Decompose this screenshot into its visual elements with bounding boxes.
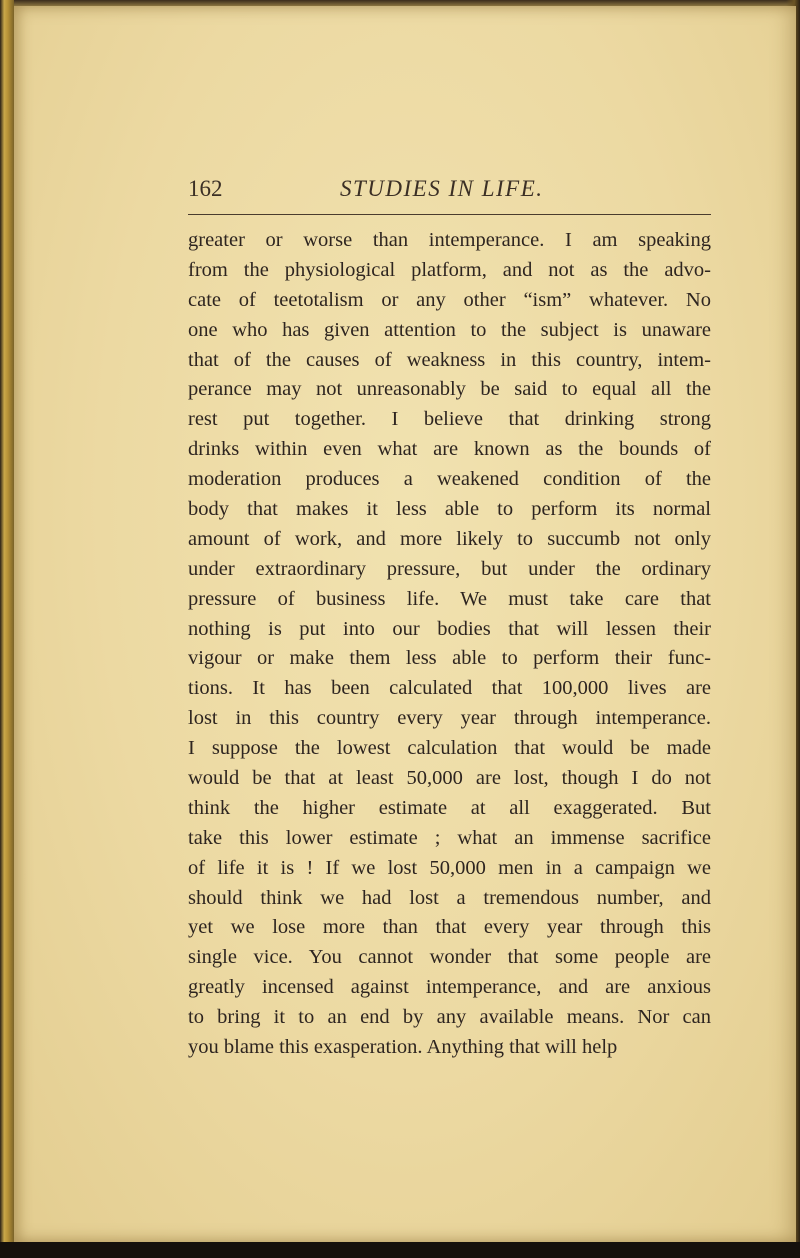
running-head [188, 176, 711, 212]
text-line: from the physiological platform, and not as the advo- [188, 258, 711, 281]
text-line: that of the causes of weakness in this country, intem- [188, 348, 711, 371]
text-line: nothing is put into our bodies that will lessen their [188, 617, 711, 640]
book-edge-bottom [0, 1242, 800, 1258]
text-line: vigour or make them less able to perform their func- [188, 647, 711, 670]
text-line: rest put together. I believe that drinking strong [188, 408, 711, 431]
text-line: perance may not unreasonably be said to equal all the [188, 378, 711, 401]
text-line: I suppose the lowest calculation that would be made [188, 737, 711, 760]
text-line: moderation produces a weakened condition of the [188, 468, 711, 491]
text-line: tions. It has been calculated that 100,000 lives are [188, 677, 711, 700]
text-line: single vice. You cannot wonder that some people are [188, 946, 711, 969]
text-line: under extraordinary pressure, but under the ordinary [188, 557, 711, 580]
running-title: STUDIES IN LIFE. [340, 176, 544, 201]
text-line: pressure of business life. We must take care that [188, 587, 711, 610]
text-line: should think we had lost a tremendous number, and [188, 886, 711, 909]
text-line: greater or worse than intemperance. I am speaking [188, 229, 711, 251]
book-binding-edge [0, 0, 14, 1258]
text-line: cate of teetotalism or any other “ism” whatever. No [188, 288, 711, 311]
text-line: think the higher estimate at all exaggerated. But [188, 796, 711, 819]
text-line: you blame this exasperation. Anything that will help [188, 1036, 618, 1059]
header-rule [188, 214, 711, 215]
text-line: yet we lose more than that every year through this [188, 916, 711, 939]
page-number: 162 [188, 176, 223, 201]
text-line: take this lower estimate ; what an immense sacrifice [188, 826, 711, 849]
text-line: amount of work, and more likely to succumb not only [188, 527, 711, 550]
text-line: body that makes it less able to perform its normal [188, 498, 711, 521]
text-line: would be that at least 50,000 are lost, though I do not [188, 767, 711, 790]
text-line: of life it is ! If we lost 50,000 men in a campaign we [188, 856, 711, 879]
body-text [188, 226, 711, 1063]
text-line: greatly incensed against intemperance, and are anxious [188, 976, 711, 999]
text-line: drinks within even what are known as the bounds of [188, 438, 711, 461]
text-line: one who has given attention to the subject is unaware [188, 318, 711, 341]
text-line: to bring it to an end by any available means. Nor can [188, 1006, 711, 1029]
text-line: lost in this country every year through intemperance. [188, 707, 711, 730]
